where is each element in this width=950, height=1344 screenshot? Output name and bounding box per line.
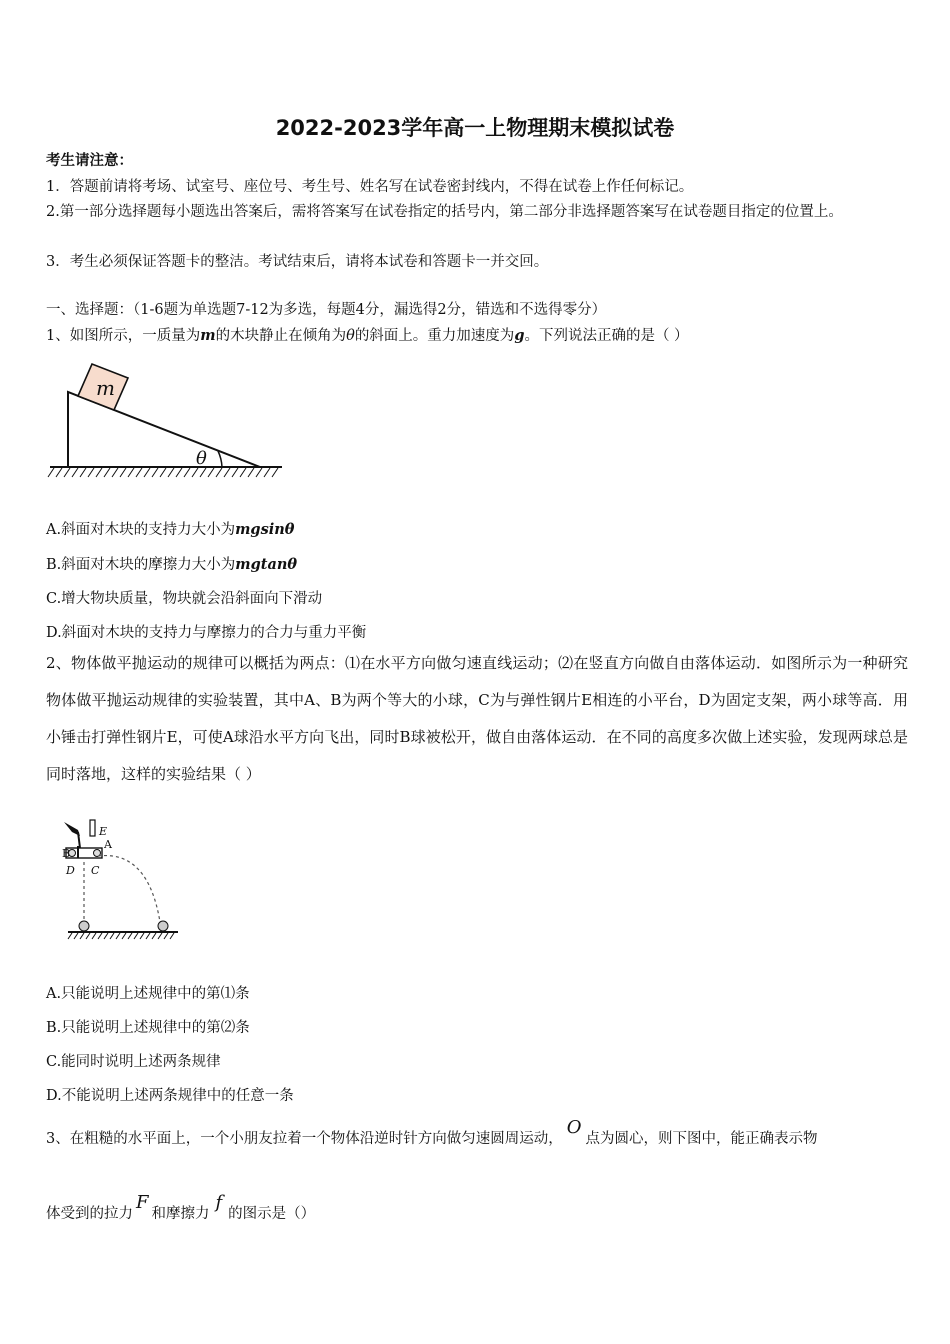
q2-option-d[interactable]: D.不能说明上述两条规律中的任意一条 <box>46 1088 294 1104</box>
q2-option-a[interactable]: A.只能说明上述规律中的第⑴条 <box>46 986 250 1002</box>
q3-stem-line2: 体受到的拉力F和摩擦力f的图示是（） <box>46 1192 316 1222</box>
notice-item-2: 2.第一部分选择题每小题选出答案后，需将答案写在试卷指定的括号内，第二部分非选择题答案写在试卷题目指定的位置上。 <box>46 204 843 220</box>
label-a: A <box>104 838 112 851</box>
projectile-path <box>98 856 160 922</box>
notice-item-1: 1．答题前请将考场、试室号、座位号、考生号、姓名写在试卷密封线内，不得在试卷上作任何标记。 <box>46 179 694 195</box>
block-label: m <box>96 376 115 400</box>
q1-option-a[interactable]: A.斜面对木块的支持力大小为mgsinθ <box>46 521 295 538</box>
q3-stem-line1: 3、在粗糙的水平面上，一个小朋友拉着一个物体沿逆时针方向做匀速圆周运动，O点为圆心，则下图中，能正确表示物 <box>46 1117 818 1147</box>
q1-option-d[interactable]: D.斜面对木块的支持力与摩擦力的合力与重力平衡 <box>46 625 367 641</box>
ball-b-landed <box>79 921 89 931</box>
label-c: C <box>91 864 100 877</box>
projectile-apparatus-figure <box>56 810 186 940</box>
label-d: D <box>66 864 75 877</box>
angle-label: θ <box>196 448 207 469</box>
page-title: 2022-2023学年高一上物理期末模拟试卷 <box>275 116 675 140</box>
steel-sheet-e <box>90 820 95 836</box>
q2-stem: 2、物体做平抛运动的规律可以概括为两点：⑴在水平方向做匀速直线运动；⑵在竖直方向做自由落体运动．如图所示为一种研究物体做平抛运动规律的实验装置，其中A、B为两个等大的小球，C为与弹性钢片E相连的小平台，D为固定支架，两小球等高．用小锤击打弹性钢片E，可使A球沿水平方向飞出，同时B球被松开，做自由落体运动．在不同的高度多次做上述实验，发现两球总是同时落地，这样的实验结果（ ） <box>46 654 908 783</box>
ball-a-landed <box>158 921 168 931</box>
q1-stem: 1、如图所示，一质量为m的木块静止在倾角为θ的斜面上。重力加速度为g。下列说法正确的是（ ） <box>46 327 689 344</box>
q1-option-c[interactable]: C.增大物块质量，物块就会沿斜面向下滑动 <box>46 591 323 607</box>
q1-option-b[interactable]: B.斜面对木块的摩擦力大小为mgtanθ <box>46 556 298 573</box>
incline-figure <box>46 360 286 480</box>
notice-heading: 考生请注意： <box>46 152 133 169</box>
label-e: E <box>99 825 108 838</box>
section-heading: 一、选择题：（1-6题为单选题7-12为多选，每题4分，漏选得2分，错选和不选得零分） <box>46 302 607 318</box>
notice-item-3: 3．考生必须保证答题卡的整洁。考试结束后，请将本试卷和答题卡一并交回。 <box>46 254 549 270</box>
label-b: B <box>62 847 71 860</box>
q2-option-b[interactable]: B.只能说明上述规律中的第⑵条 <box>46 1020 250 1036</box>
q2-option-c[interactable]: C.能同时说明上述两条规律 <box>46 1054 221 1070</box>
